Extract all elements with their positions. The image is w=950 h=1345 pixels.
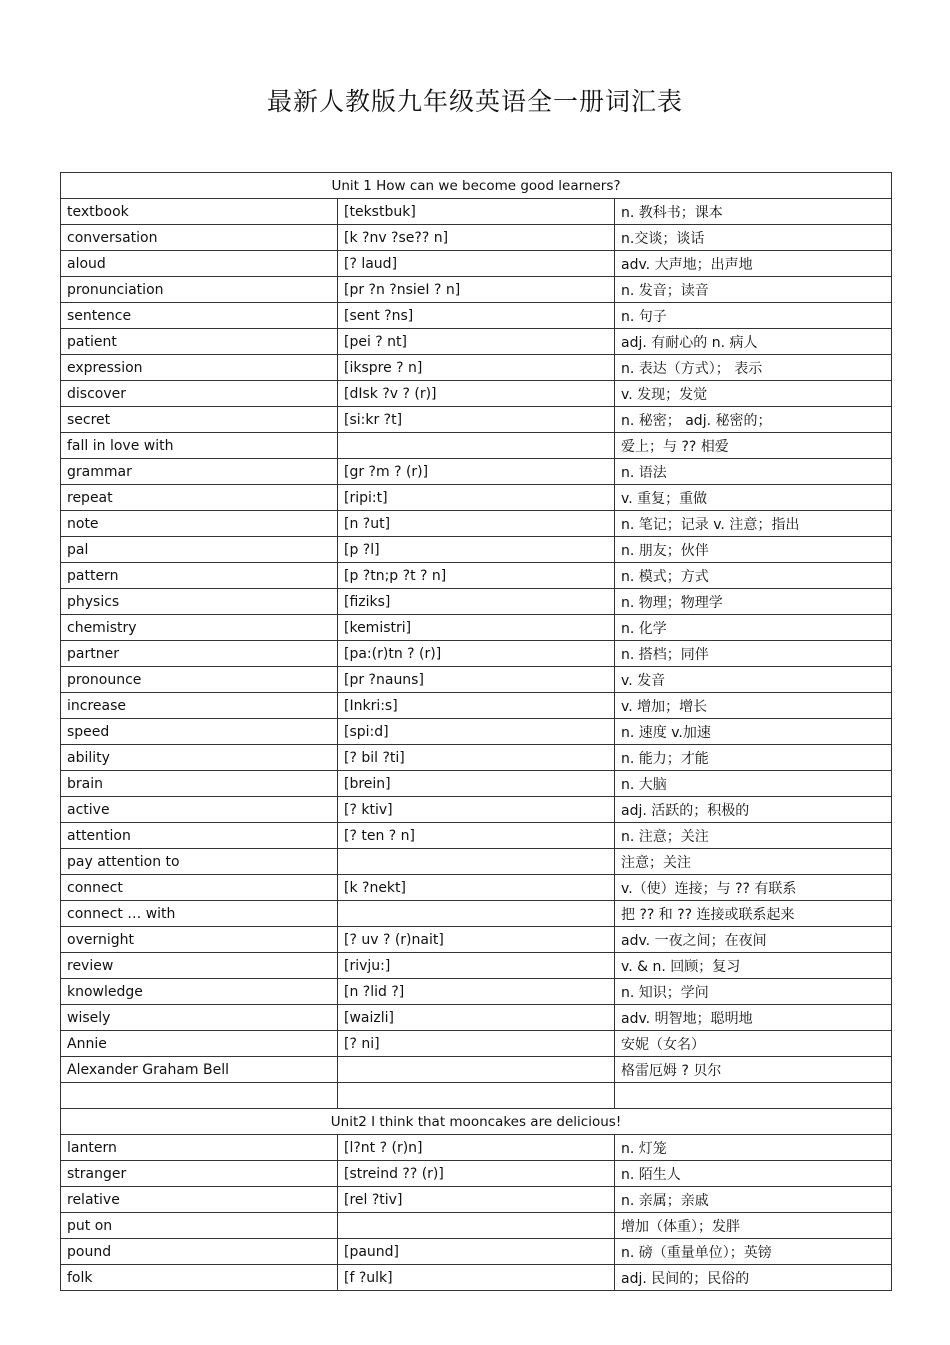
meaning-cell: n. 秘密； adj. 秘密的； [615, 407, 892, 433]
table-row [61, 485, 892, 511]
phonetic-cell: [pr ?nauns] [338, 667, 615, 693]
meaning-cell: n. 注意；关注 [615, 823, 892, 849]
page-title: 最新人教版九年级英语全一册词汇表 [266, 87, 683, 116]
phonetic-cell: [l?nt ? (r)n] [338, 1135, 615, 1161]
meaning-cell: adv. 明智地；聪明地 [615, 1005, 892, 1031]
table-row [61, 589, 892, 615]
meaning-cell [615, 1083, 892, 1109]
vocabulary-table-body [61, 173, 892, 1291]
meaning-cell: v. 发音 [615, 667, 892, 693]
phonetic-cell: [? bil ?ti] [338, 745, 615, 771]
phonetic-cell: [gr ?m ? (r)] [338, 459, 615, 485]
meaning-cell: v. 增加；增长 [615, 693, 892, 719]
phonetic-cell: [? ten ? n] [338, 823, 615, 849]
phonetic-cell: [si:kr ?t] [338, 407, 615, 433]
meaning-cell: n. 朋友；伙伴 [615, 537, 892, 563]
word-cell: pound [61, 1239, 338, 1265]
meaning-cell: n. 发音；读音 [615, 277, 892, 303]
table-row [61, 719, 892, 745]
unit-heading: Unit 1 How can we become good learners? [61, 173, 892, 199]
meaning-cell: v. & n. 回顾；复习 [615, 953, 892, 979]
meaning-cell: n. 大脑 [615, 771, 892, 797]
word-cell: pal [61, 537, 338, 563]
word-cell: secret [61, 407, 338, 433]
word-cell: lantern [61, 1135, 338, 1161]
word-cell: ability [61, 745, 338, 771]
meaning-cell: n. 表达（方式）； 表示 [615, 355, 892, 381]
meaning-cell: 把 ?? 和 ?? 连接或联系起来 [615, 901, 892, 927]
meaning-cell: n. 教科书；课本 [615, 199, 892, 225]
word-cell: conversation [61, 225, 338, 251]
meaning-cell: n. 磅（重量单位）；英镑 [615, 1239, 892, 1265]
word-cell: grammar [61, 459, 338, 485]
table-row [61, 1005, 892, 1031]
phonetic-cell: [? uv ? (r)nait] [338, 927, 615, 953]
word-cell: put on [61, 1213, 338, 1239]
phonetic-cell [338, 1057, 615, 1083]
table-row [61, 979, 892, 1005]
word-cell: attention [61, 823, 338, 849]
meaning-cell: adj. 活跃的；积极的 [615, 797, 892, 823]
meaning-cell: adv. 大声地；出声地 [615, 251, 892, 277]
word-cell: sentence [61, 303, 338, 329]
phonetic-cell: [ikspre ? n] [338, 355, 615, 381]
word-cell: pattern [61, 563, 338, 589]
table-row [61, 771, 892, 797]
word-cell: active [61, 797, 338, 823]
phonetic-cell: [n ?ut] [338, 511, 615, 537]
table-row [61, 1213, 892, 1239]
table-row [61, 823, 892, 849]
table-row [61, 1057, 892, 1083]
phonetic-cell: [p ?tn;p ?t ? n] [338, 563, 615, 589]
table-row [61, 693, 892, 719]
meaning-cell: 格雷厄姆 ? 贝尔 [615, 1057, 892, 1083]
table-row [61, 381, 892, 407]
phonetic-cell: [streind ?? (r)] [338, 1161, 615, 1187]
word-cell: wisely [61, 1005, 338, 1031]
word-cell: aloud [61, 251, 338, 277]
table-row [61, 641, 892, 667]
phonetic-cell: [tekstbuk] [338, 199, 615, 225]
meaning-cell: 爱上；与 ?? 相爱 [615, 433, 892, 459]
phonetic-cell: [? ni] [338, 1031, 615, 1057]
phonetic-cell: [kemistri] [338, 615, 615, 641]
table-row [61, 199, 892, 225]
phonetic-cell: [? ktiv] [338, 797, 615, 823]
unit-heading-row [61, 173, 892, 199]
meaning-cell: v. 发现；发觉 [615, 381, 892, 407]
table-row [61, 953, 892, 979]
phonetic-cell: [brein] [338, 771, 615, 797]
meaning-cell: n. 搭档；同伴 [615, 641, 892, 667]
word-cell: speed [61, 719, 338, 745]
phonetic-cell: [waizli] [338, 1005, 615, 1031]
table-row [61, 251, 892, 277]
table-row [61, 1135, 892, 1161]
word-cell: stranger [61, 1161, 338, 1187]
meaning-cell: n. 亲属；亲戚 [615, 1187, 892, 1213]
meaning-cell: n. 语法 [615, 459, 892, 485]
word-cell: fall in love with [61, 433, 338, 459]
phonetic-cell: [pr ?n ?nsieI ? n] [338, 277, 615, 303]
table-row [61, 745, 892, 771]
table-row [61, 1265, 892, 1291]
phonetic-cell: [spi:d] [338, 719, 615, 745]
phonetic-cell: [rivju:] [338, 953, 615, 979]
table-row [61, 1239, 892, 1265]
meaning-cell: n. 知识；学问 [615, 979, 892, 1005]
meaning-cell: n. 化学 [615, 615, 892, 641]
meaning-cell: n.交谈；谈话 [615, 225, 892, 251]
meaning-cell: 增加（体重）；发胖 [615, 1213, 892, 1239]
table-row [61, 1083, 892, 1109]
table-row [61, 433, 892, 459]
meaning-cell: v.（使）连接；与 ?? 有联系 [615, 875, 892, 901]
word-cell: chemistry [61, 615, 338, 641]
word-cell: physics [61, 589, 338, 615]
word-cell: repeat [61, 485, 338, 511]
phonetic-cell: [paund] [338, 1239, 615, 1265]
word-cell: folk [61, 1265, 338, 1291]
unit-heading: Unit2 I think that mooncakes are delicious! [61, 1109, 892, 1135]
word-cell: textbook [61, 199, 338, 225]
table-row [61, 277, 892, 303]
phonetic-cell: [k ?nekt] [338, 875, 615, 901]
word-cell: knowledge [61, 979, 338, 1005]
phonetic-cell: [rel ?tiv] [338, 1187, 615, 1213]
phonetic-cell: [pei ? nt] [338, 329, 615, 355]
table-row [61, 1031, 892, 1057]
word-cell: brain [61, 771, 338, 797]
meaning-cell: adj. 民间的；民俗的 [615, 1265, 892, 1291]
phonetic-cell [338, 901, 615, 927]
table-row [61, 537, 892, 563]
word-cell: Annie [61, 1031, 338, 1057]
word-cell: relative [61, 1187, 338, 1213]
table-row [61, 303, 892, 329]
table-row [61, 563, 892, 589]
table-row [61, 407, 892, 433]
meaning-cell: n. 陌生人 [615, 1161, 892, 1187]
table-row [61, 797, 892, 823]
word-cell: Alexander Graham Bell [61, 1057, 338, 1083]
meaning-cell: n. 句子 [615, 303, 892, 329]
word-cell: pronunciation [61, 277, 338, 303]
meaning-cell: n. 灯笼 [615, 1135, 892, 1161]
word-cell: increase [61, 693, 338, 719]
phonetic-cell: [pa:(r)tn ? (r)] [338, 641, 615, 667]
meaning-cell: n. 模式；方式 [615, 563, 892, 589]
unit-heading-row [61, 1109, 892, 1135]
table-row [61, 1187, 892, 1213]
vocabulary-table [60, 172, 892, 1291]
phonetic-cell [338, 433, 615, 459]
word-cell: partner [61, 641, 338, 667]
word-cell: note [61, 511, 338, 537]
phonetic-cell: [f ?ulk] [338, 1265, 615, 1291]
table-row [61, 901, 892, 927]
meaning-cell: n. 速度 v.加速 [615, 719, 892, 745]
word-cell: connect … with [61, 901, 338, 927]
meaning-cell: v. 重复；重做 [615, 485, 892, 511]
table-row [61, 875, 892, 901]
table-row [61, 329, 892, 355]
phonetic-cell: [Inkri:s] [338, 693, 615, 719]
meaning-cell: n. 物理；物理学 [615, 589, 892, 615]
phonetic-cell: [ripi:t] [338, 485, 615, 511]
word-cell [61, 1083, 338, 1109]
phonetic-cell [338, 1213, 615, 1239]
table-row [61, 459, 892, 485]
word-cell: pay attention to [61, 849, 338, 875]
meaning-cell: n. 能力；才能 [615, 745, 892, 771]
phonetic-cell: [fiziks] [338, 589, 615, 615]
meaning-cell: 注意；关注 [615, 849, 892, 875]
word-cell: connect [61, 875, 338, 901]
phonetic-cell: [sent ?ns] [338, 303, 615, 329]
phonetic-cell: [p ?l] [338, 537, 615, 563]
meaning-cell: adj. 有耐心的 n. 病人 [615, 329, 892, 355]
phonetic-cell: [? laud] [338, 251, 615, 277]
table-row [61, 615, 892, 641]
phonetic-cell: [n ?lid ?] [338, 979, 615, 1005]
table-row [61, 667, 892, 693]
table-row [61, 355, 892, 381]
table-row [61, 849, 892, 875]
meaning-cell: 安妮（女名） [615, 1031, 892, 1057]
word-cell: expression [61, 355, 338, 381]
word-cell: patient [61, 329, 338, 355]
table-row [61, 927, 892, 953]
table-row [61, 1161, 892, 1187]
meaning-cell: adv. 一夜之间；在夜间 [615, 927, 892, 953]
word-cell: pronounce [61, 667, 338, 693]
phonetic-cell: [k ?nv ?se?? n] [338, 225, 615, 251]
word-cell: discover [61, 381, 338, 407]
table-row [61, 511, 892, 537]
word-cell: review [61, 953, 338, 979]
meaning-cell: n. 笔记；记录 v. 注意；指出 [615, 511, 892, 537]
phonetic-cell [338, 849, 615, 875]
word-cell: overnight [61, 927, 338, 953]
phonetic-cell [338, 1083, 615, 1109]
phonetic-cell: [dIsk ?v ? (r)] [338, 381, 615, 407]
table-row [61, 225, 892, 251]
